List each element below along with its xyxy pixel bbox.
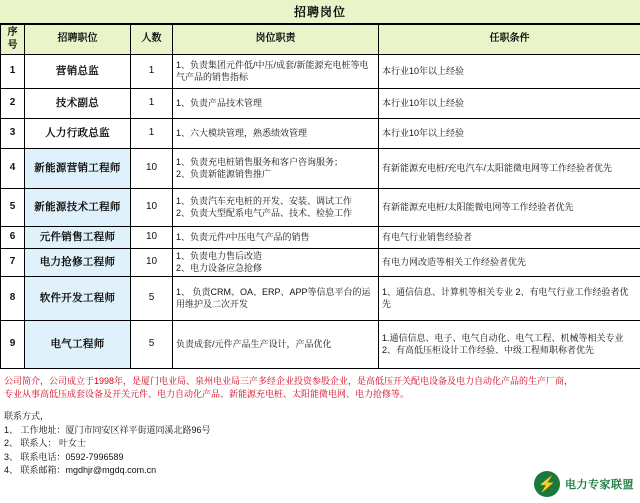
duty-line: 负责成套/元件产品生产设计，产品优化	[176, 338, 332, 349]
duty-line: 1、负责汽车充电桩的开发、安装、调试工作	[176, 196, 353, 207]
row-position: 人力行政总监	[25, 119, 131, 149]
table-row	[1, 55, 640, 89]
row-duties	[173, 277, 379, 321]
row-count: 1	[131, 89, 173, 119]
row-requirements	[379, 249, 640, 277]
row-requirements	[379, 55, 640, 89]
row-position: 新能源技术工程师	[25, 189, 131, 227]
contact-phone: 3、 联系电话：0592-7996589	[4, 451, 124, 462]
requirement-line: 有新能源充电桩/充电汽车/太阳能微电网等工作经验者优先	[382, 162, 613, 173]
table-header-row	[1, 25, 640, 55]
contact-title: 联系方式，	[4, 411, 50, 422]
row-no: 3	[1, 119, 25, 149]
row-count: 5	[131, 277, 173, 321]
company-intro-line-2: 专业从事高低压成套设备及开关元件、电力自动化产品、新能源充电桩、太阳能微电网、电力抢修等。	[4, 389, 410, 400]
table-row	[1, 321, 640, 369]
requirement-line: 本行业10年以上经验	[382, 127, 465, 138]
row-requirements	[379, 227, 640, 249]
publisher-badge	[534, 471, 634, 497]
table-row	[1, 189, 640, 227]
row-no: 6	[1, 227, 25, 249]
row-requirements	[379, 277, 640, 321]
row-count: 10	[131, 189, 173, 227]
row-no: 7	[1, 249, 25, 277]
row-position: 电力抢修工程师	[25, 249, 131, 277]
row-requirements	[379, 119, 640, 149]
row-duties	[173, 149, 379, 189]
contact-person: 2、 联系人： 叶女士	[4, 438, 87, 449]
duty-line: 1、六大模块管理，熟悉绩效管理	[176, 127, 308, 138]
requirement-line: 有电气行业销售经验者	[382, 231, 473, 242]
table-row	[1, 149, 640, 189]
row-duties	[173, 321, 379, 369]
row-no: 5	[1, 189, 25, 227]
row-position: 营销总监	[25, 55, 131, 89]
duty-line: 1、负责集团元件低/中压/成套/新能源充电桩等电气产品的销售指标	[176, 60, 369, 82]
row-no: 2	[1, 89, 25, 119]
row-duties	[173, 119, 379, 149]
row-requirements	[379, 89, 640, 119]
company-intro	[0, 369, 640, 400]
requirement-line: 1.通信信息、电子、电气自动化、电气工程、机械等相关专业 2、有高低压柜设计工作经验、中级工程师职称者优先	[382, 333, 624, 355]
page-title	[0, 0, 640, 24]
row-requirements	[379, 321, 640, 369]
duty-line: 1、 负责CRM、OA、ERP、APP等信息平台的运用维护及二次开发	[176, 287, 371, 309]
duty-line: 2、负责大型配系电气产品、技术、检验工作	[176, 207, 353, 218]
publisher-name: 电力专家联盟	[565, 479, 634, 491]
contact-block	[0, 410, 640, 478]
row-count: 10	[131, 249, 173, 277]
duty-line: 1、负责电力售后改造	[176, 251, 263, 262]
row-no: 8	[1, 277, 25, 321]
jobs-table	[0, 24, 640, 369]
requirement-line: 1、通信信息、计算机等相关专业 2、有电气行业工作经验者优先	[382, 287, 629, 309]
row-no: 1	[1, 55, 25, 89]
row-requirements	[379, 149, 640, 189]
duty-line: 1、负责元件/中压电气产品的销售	[176, 231, 310, 242]
column-header-count: 人数	[131, 25, 173, 55]
column-header-duties: 岗位职责	[173, 25, 379, 55]
table-row	[1, 119, 640, 149]
row-requirements	[379, 189, 640, 227]
duty-line: 1、负责产品技术管理	[176, 97, 263, 108]
duty-line: 1、负责充电桩销售服务和客户咨询服务；	[176, 157, 344, 168]
row-duties	[173, 249, 379, 277]
row-position: 技术副总	[25, 89, 131, 119]
duty-line: 2、电力设备应急抢修	[176, 262, 263, 273]
column-header-position: 招聘职位	[25, 25, 131, 55]
requirement-line: 有电力网改造等相关工作经验者优先	[382, 256, 527, 267]
row-duties	[173, 55, 379, 89]
duty-line: 2、负责新能源销售推广	[176, 168, 272, 179]
page-title-text: 招聘岗位	[293, 5, 346, 19]
row-count: 10	[131, 149, 173, 189]
table-row	[1, 249, 640, 277]
table-row	[1, 277, 640, 321]
row-duties	[173, 189, 379, 227]
column-header-requirements: 任职条件	[379, 25, 640, 55]
table-row	[1, 89, 640, 119]
lightning-bolt-icon: ⚡	[534, 471, 560, 497]
row-position: 电气工程师	[25, 321, 131, 369]
row-position: 元件销售工程师	[25, 227, 131, 249]
contact-email: 4、 联系邮箱：mgdhjr@mgdq.com.cn	[4, 465, 157, 476]
column-header-no: 序号	[1, 25, 25, 55]
requirement-line: 有新能源充电桩/太阳能微电网等工作经验者优先	[382, 201, 574, 212]
row-position: 软件开发工程师	[25, 277, 131, 321]
row-no: 4	[1, 149, 25, 189]
row-count: 1	[131, 119, 173, 149]
row-no: 9	[1, 321, 25, 369]
row-count: 5	[131, 321, 173, 369]
contact-address: 1、 工作地址：厦门市同安区祥平街道同溪北路96号	[4, 424, 211, 435]
row-duties	[173, 227, 379, 249]
table-row	[1, 227, 640, 249]
requirement-line: 本行业10年以上经验	[382, 65, 465, 76]
row-position: 新能源营销工程师	[25, 149, 131, 189]
row-count: 1	[131, 55, 173, 89]
company-intro-line-1: 公司简介，公司成立于1998年，是厦门电业局、泉州电业局三产多经企业投资参股企业，是高低压开关配电设备及电力自动化产品的生产厂商，	[4, 376, 574, 386]
requirement-line: 本行业10年以上经验	[382, 97, 465, 108]
row-count: 10	[131, 227, 173, 249]
row-duties	[173, 89, 379, 119]
